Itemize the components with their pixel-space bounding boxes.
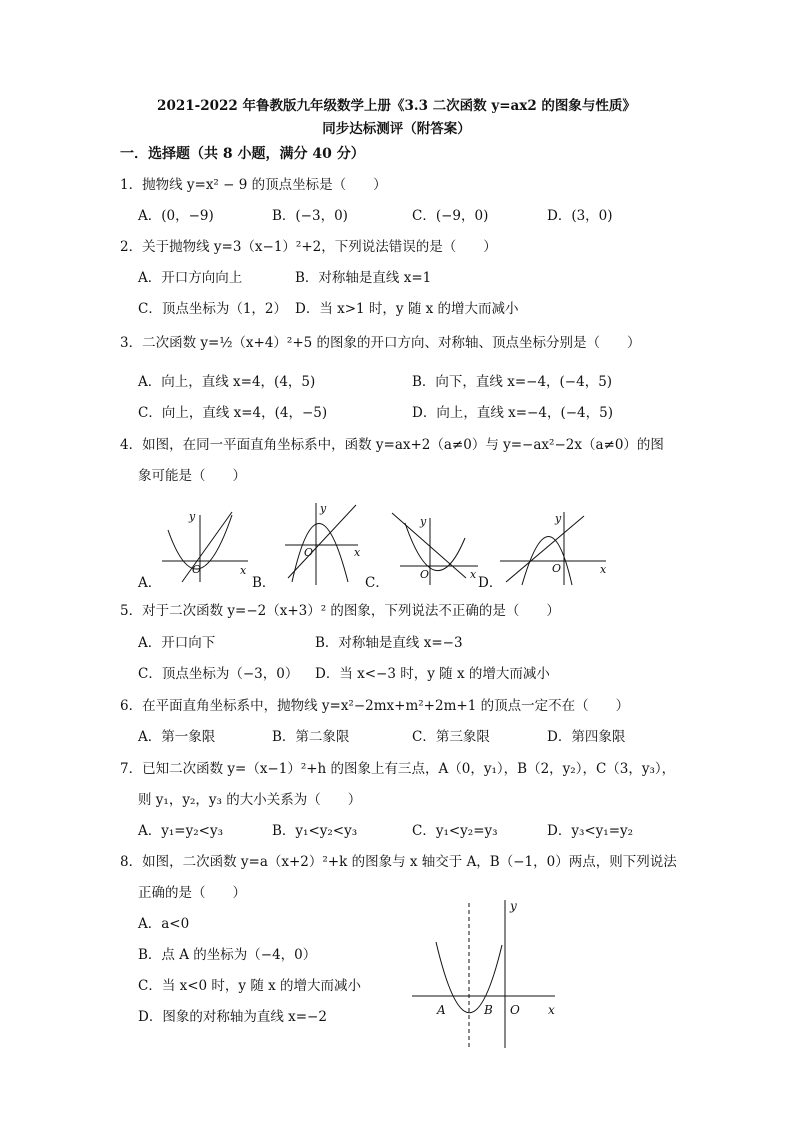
- q8-option-c: C．当 x<0 时，y 随 x 的增大而减小: [138, 978, 362, 994]
- q8-a-label: A: [437, 1003, 446, 1017]
- q6-option-d: D．第四象限: [547, 729, 626, 745]
- c-y-label: y: [420, 515, 427, 528]
- q3-option-d: D．向上，直线 x=−4，(−4，5): [412, 405, 613, 421]
- q1-option-c: C．(−9，0): [412, 208, 489, 224]
- question-7-stem-cont: 则 y₁，y₂，y₃ 的大小关系为（ ）: [138, 792, 362, 808]
- q7-option-b: B．y₁<y₂<y₃: [272, 823, 358, 839]
- question-2-stem: 2．关于抛物线 y=3（x−1）²+2，下列说法错误的是（ ）: [120, 239, 497, 255]
- q2-option-a: A．开口方向向上: [138, 270, 243, 286]
- q8-option-a: A．a<0: [138, 916, 190, 932]
- question-7-stem: 7．已知二次函数 y=（x−1）²+h 的图象上有三点，A（0，y₁），B（2，y₂），C（3，y₃），: [120, 761, 676, 777]
- q1-option-a: A．(0，−9): [138, 208, 214, 224]
- q8-option-b: B．点 A 的坐标为（−4，0）: [138, 947, 317, 963]
- b-y-label: y: [320, 502, 327, 515]
- q7-option-c: C．y₁<y₂=y₃: [412, 823, 498, 839]
- d-x-label: x: [600, 563, 607, 576]
- q5-option-b: B．对称轴是直线 x=−3: [315, 635, 463, 651]
- q2-option-c: C．顶点坐标为（1，2）: [138, 301, 288, 317]
- q8-graph: [412, 900, 555, 1048]
- q4-graph-a: [162, 512, 248, 582]
- a-x-label: x: [240, 564, 247, 577]
- q4-option-d: D．: [478, 575, 503, 591]
- doc-title-line2: 同步达标测评（附答案）: [322, 121, 471, 137]
- question-8-stem: 8．如图，二次函数 y=a（x+2）²+k 的图象与 x 轴交于 A，B（−1，0）两点，则下列说法: [120, 854, 677, 870]
- q2-option-b: B．对称轴是直线 x=1: [295, 270, 432, 286]
- q8-x-label: x: [548, 1003, 555, 1017]
- q5-option-d: D．当 x<−3 时，y 随 x 的增大而减小: [315, 666, 550, 682]
- q4-option-b: B．: [252, 575, 276, 591]
- q2-option-d: D．当 x>1 时，y 随 x 的增大而减小: [295, 301, 519, 317]
- a-y-label: y: [189, 510, 196, 523]
- question-3-stem: 3．二次函数 y=½（x+4）²+5 的图象的开口方向、对称轴、顶点坐标分别是（ ）: [120, 335, 641, 351]
- c-o-label: O: [420, 568, 430, 581]
- q4-option-c: C．: [365, 575, 389, 591]
- q4-graph-c: [392, 513, 478, 585]
- q3-option-c: C．向上，直线 x=4，(4，−5): [138, 405, 328, 421]
- q3-option-b: B．向下，直线 x=−4，(−4，5): [412, 374, 613, 390]
- q8-y-label: y: [510, 899, 517, 913]
- q6-option-a: A．第一象限: [138, 729, 216, 745]
- q8-b-label: B: [484, 1003, 493, 1017]
- question-5-stem: 5．对于二次函数 y=−2（x+3）² 的图象，下列说法不正确的是（ ）: [120, 603, 560, 619]
- doc-title-line1: 2021-2022 年鲁教版九年级数学上册《3.3 二次函数 y=ax2 的图象与性质》: [157, 98, 636, 114]
- q5-option-a: A．开口向下: [138, 635, 216, 651]
- q5-option-c: C．顶点坐标为（−3，0）: [138, 666, 299, 682]
- b-x-label: x: [354, 546, 361, 559]
- d-y-label: y: [555, 512, 562, 525]
- d-o-label: O: [552, 562, 562, 575]
- a-o-label: O: [192, 563, 202, 576]
- question-4-stem-cont: 象可能是（ ）: [138, 468, 246, 484]
- question-1-stem: 1．抛物线 y=x² − 9 的顶点坐标是（ ）: [120, 177, 387, 193]
- q1-option-d: D．(3，0): [547, 208, 613, 224]
- q6-option-b: B．第二象限: [272, 729, 350, 745]
- q6-option-c: C．第三象限: [412, 729, 490, 745]
- question-6-stem: 6．在平面直角坐标系中，抛物线 y=x²−2mx+m²+2m+1 的顶点一定不在（ ）: [120, 698, 630, 714]
- section-heading: 一．选择题（共 8 小题，满分 40 分）: [120, 146, 365, 162]
- q3-option-a: A．向上，直线 x=4，(4，5): [138, 374, 316, 390]
- c-x-label: x: [470, 568, 477, 581]
- question-4-stem: 4．如图，在同一平面直角坐标系中，函数 y=ax+2（a≠0）与 y=−ax²−2x（a≠0）的图: [120, 437, 664, 453]
- q4-option-a: A．: [138, 575, 162, 591]
- question-8-stem-cont: 正确的是（ ）: [138, 885, 246, 901]
- q7-option-d: D．y₃<y₁=y₂: [547, 823, 634, 839]
- b-o-label: O: [304, 546, 314, 559]
- q7-option-a: A．y₁=y₂<y₃: [138, 823, 223, 839]
- q8-o-label: O: [510, 1003, 520, 1017]
- q1-option-b: B．(−3，0): [272, 208, 348, 224]
- q4-graph-b: [285, 503, 358, 585]
- q8-option-d: D．图象的对称轴为直线 x=−2: [138, 1009, 327, 1025]
